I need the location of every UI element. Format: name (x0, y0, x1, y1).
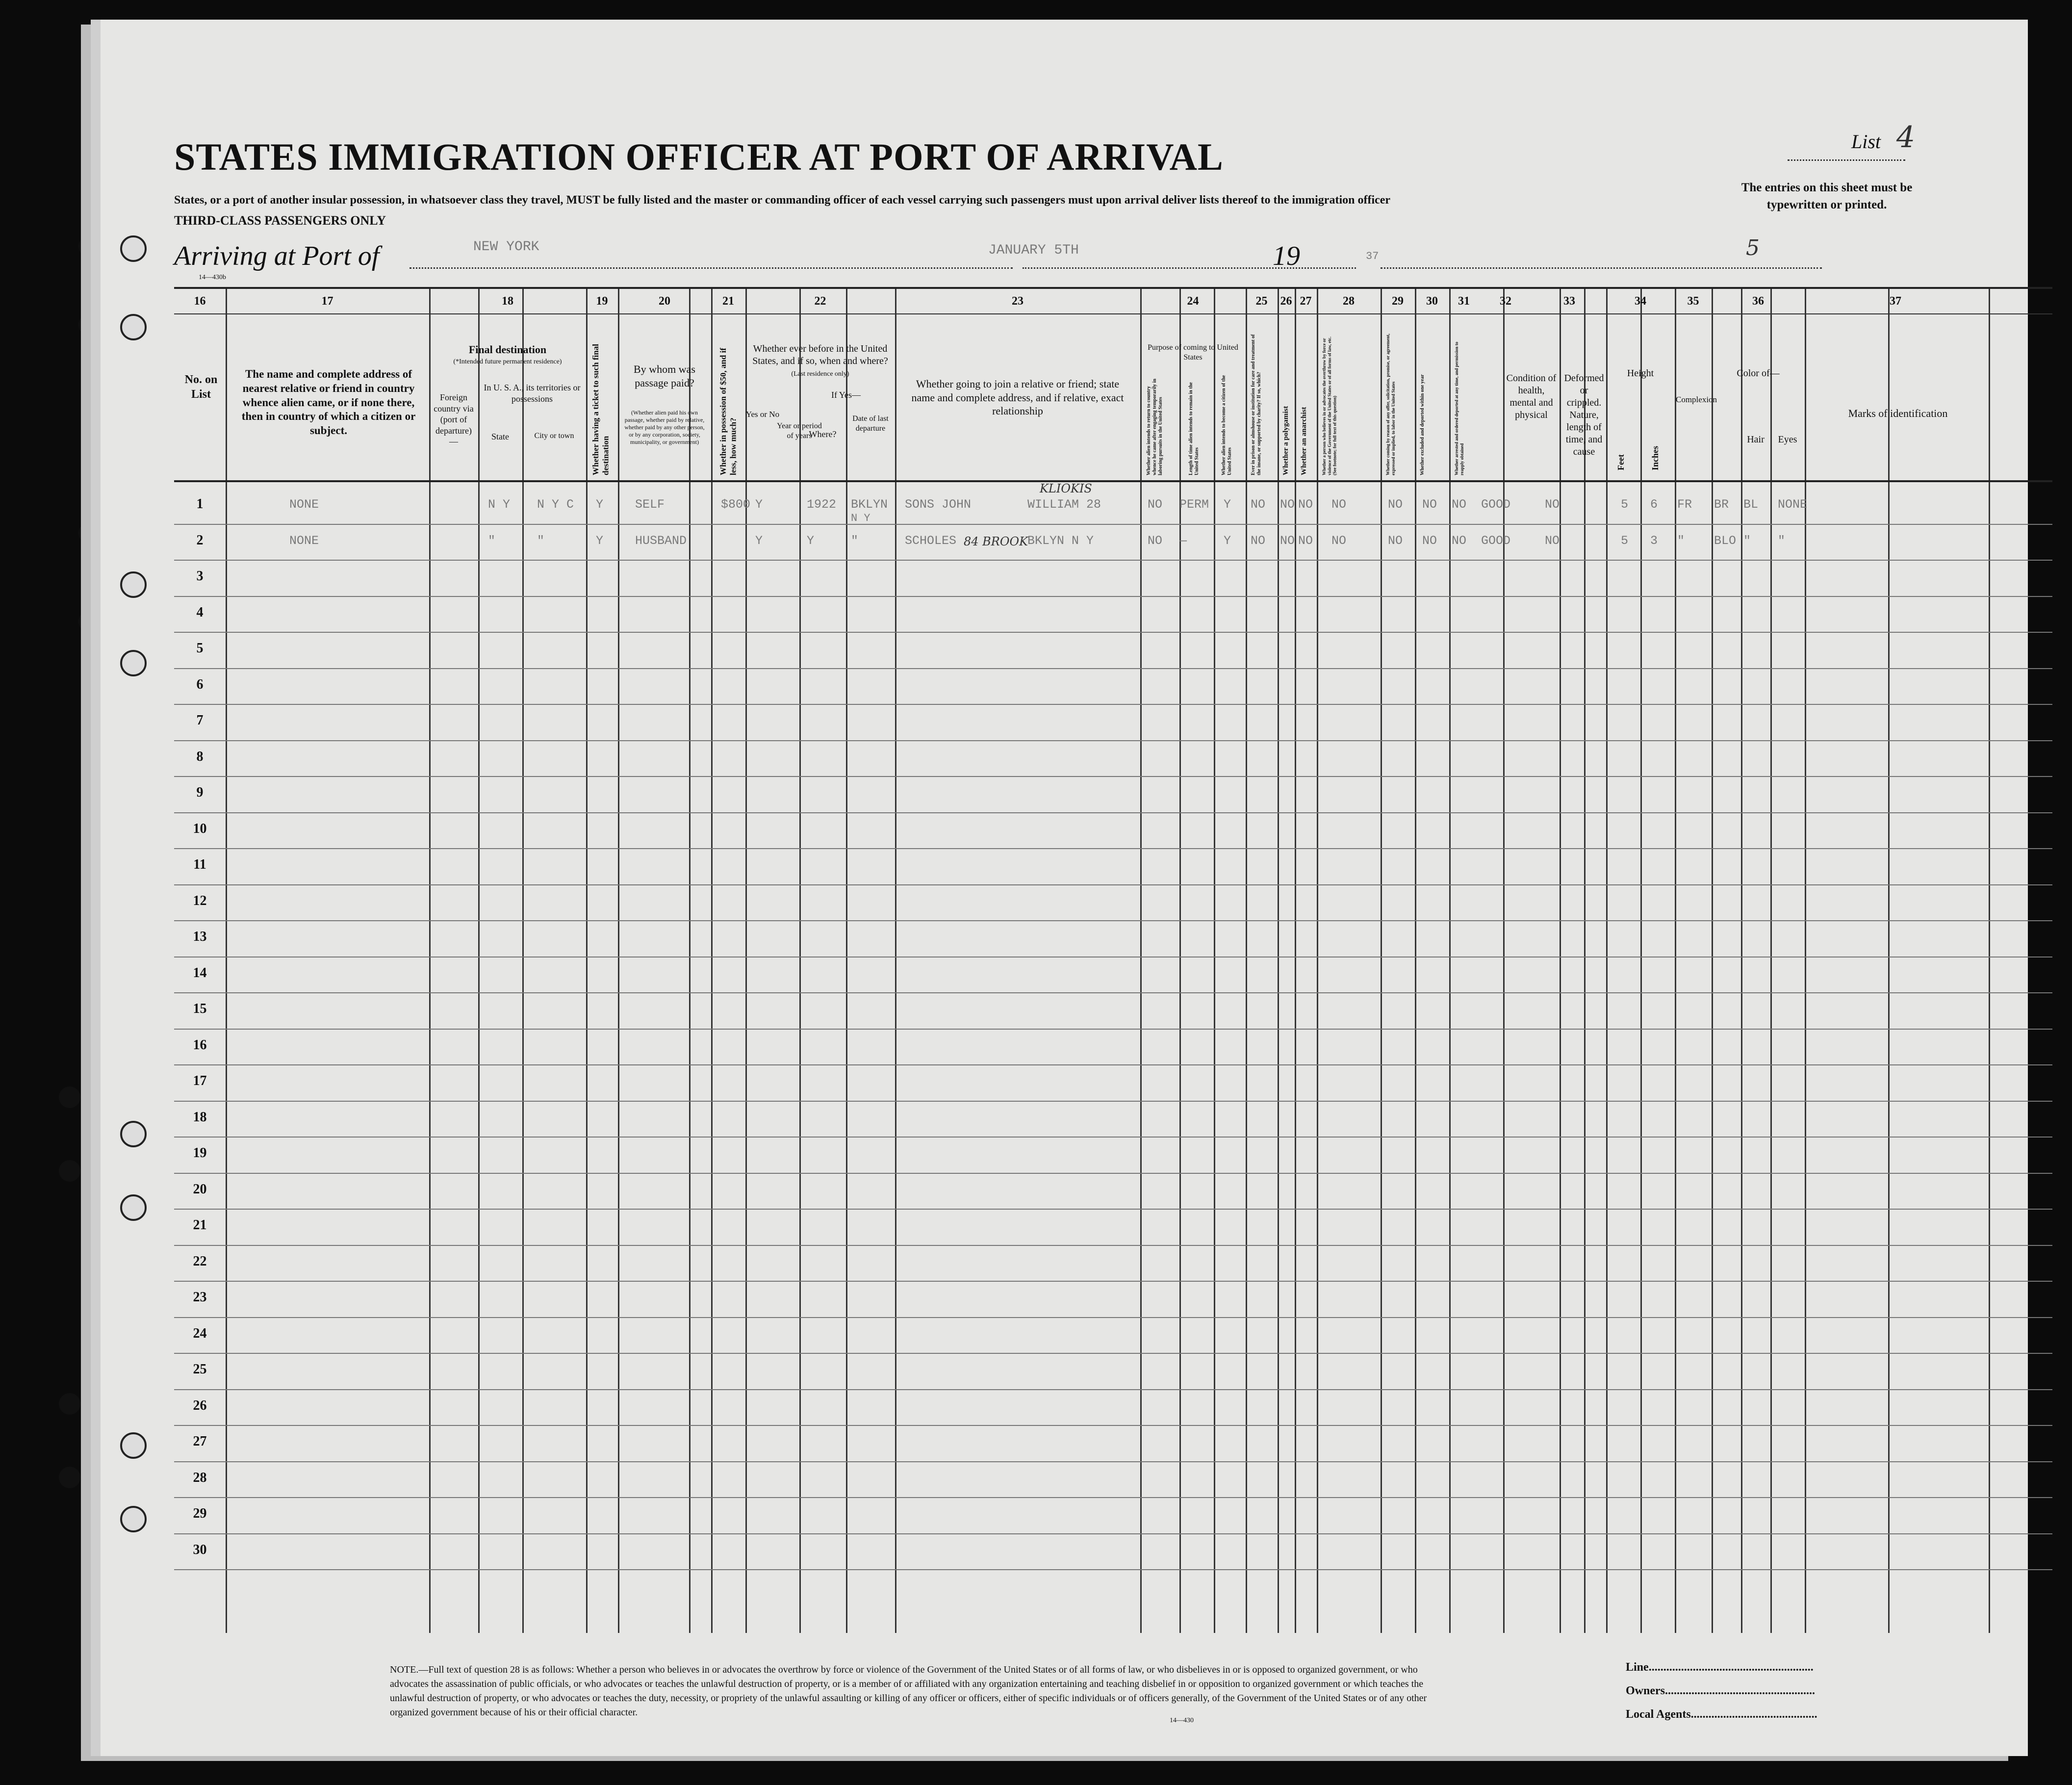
ticket-cell: Y (596, 497, 604, 512)
port-value: NEW YORK (473, 239, 539, 255)
q31-cell: NO (1452, 497, 1467, 512)
row-number: 27 (193, 1434, 207, 1449)
row-number: 11 (193, 857, 206, 872)
anarchist-cell: NO (1298, 497, 1313, 512)
q30-cell: NO (1422, 497, 1437, 512)
before-yesno-cell: Y (755, 533, 763, 548)
health-cell: GOOD (1481, 497, 1511, 512)
punch-ring (120, 1194, 147, 1221)
col22-yesno: Yes or No (745, 410, 780, 419)
feet-cell: 5 (1621, 497, 1629, 512)
col28-header: Whether a person who believes in or advocates the overthrow by force or violence of the Government of the United States or of all forms of law, etc. (See footnote; for full text of this question) (1322, 336, 1337, 475)
feet-cell: 5 (1621, 533, 1629, 548)
col-num-32: 32 (1500, 295, 1511, 308)
row-number: 30 (193, 1542, 207, 1557)
join-relative-cell-2: BKLYN N Y (1027, 533, 1094, 548)
punch-ring (120, 1506, 147, 1532)
row-number: 24 (193, 1325, 207, 1341)
q29-cell: NO (1388, 533, 1403, 548)
col26-header: Whether a polygamist (1282, 406, 1290, 475)
col-num-37: 37 (1890, 295, 1901, 308)
punch-ring (120, 1432, 147, 1459)
health-cell: GOOD (1481, 533, 1511, 548)
row-number: 28 (193, 1470, 207, 1485)
col18-sub: (*Intended future permanent residence) (453, 358, 562, 365)
relative-cell: NONE (289, 533, 319, 548)
before-where-cell: BKLYN (851, 497, 888, 512)
deformed-cell: NO (1545, 497, 1560, 512)
col-num-34: 34 (1635, 295, 1646, 308)
paid-by-cell: SELF (635, 497, 665, 512)
col-num-35: 35 (1687, 295, 1699, 308)
col32-header: Condition of health, mental and physical (1506, 373, 1557, 420)
col22-year: Year or period of years (777, 422, 822, 440)
length-stay-cell: — (1179, 533, 1187, 548)
row-number: 2 (196, 532, 204, 548)
deformed-cell: NO (1545, 533, 1560, 548)
year-prefix: 19 (1273, 241, 1300, 271)
col21-header: Whether in possession of $50, and if less, how much? (718, 348, 738, 475)
row-number: 5 (196, 641, 204, 656)
col18-city: City or town (534, 432, 574, 440)
handwritten-annotation: KLIOKIS (1040, 482, 1092, 495)
col22-ifyes: If Yes— (831, 390, 861, 400)
col29-header: Whether coming by reason of any offer, solicitation, promise, or agreement, expressed or implied, to labor in the United States (1385, 334, 1396, 475)
join-relative-cell: SONS JOHN (905, 497, 972, 512)
col17-header: The name and complete address of nearest relative or friend in country whence alien came, or if none there, then in country of which a citizen or subject. (241, 368, 416, 437)
footnote-question-28: NOTE.—Full text of question 28 is as follows: Whether a person who believes in or advocates the overthrow by force or violence of the Government of the United States or of all forms of law, or who disbelieves in or is opposed to organized government, or who advocates the assassination of public officials, or who advocates or teaches the unlawful destruction of property, or is a member of or affiliated with any organization entertaining and teaching disbelief in or opposition to organized government or which teaches the unlawful destruction of property, or who advocates or teaches the duty, necessity, or propriety of the unlawful assaulting or killing of any officer or officers, either of specific individuals or of officers generally, of the Government of the United States or of any other organized government because of his or their official character. (390, 1664, 1427, 1718)
punch-ring (120, 314, 147, 340)
col-num-21: 21 (722, 295, 734, 308)
col36-title: Color of— (1737, 368, 1780, 379)
binder-hole (59, 1467, 80, 1488)
date-value: JANUARY 5TH (988, 243, 1079, 258)
inches-cell: 6 (1650, 497, 1658, 512)
citizen-cell: Y (1224, 533, 1231, 548)
q28-cell: NO (1331, 533, 1347, 548)
before-year-cell: 1922 (807, 497, 837, 512)
row-number: 19 (193, 1145, 207, 1161)
before-where-cell: " (851, 533, 859, 548)
col18-title: Final destination (468, 343, 547, 356)
col24-title: Purpose of coming to United States (1148, 343, 1238, 362)
before-where-cell-2: N Y (851, 512, 870, 524)
col34-feet: Feet (1616, 454, 1626, 470)
punch-ring (120, 1121, 147, 1147)
q31-cell: NO (1452, 533, 1467, 548)
row-number: 18 (193, 1109, 207, 1125)
col36-eyes: Eyes (1778, 434, 1797, 445)
col22-title: Whether ever before in the United States, and if so, when and where? (752, 343, 888, 366)
state-cell: N Y (488, 497, 511, 512)
col18-foreign: Foreign country via (port of departure)— (434, 392, 474, 446)
state-cell: " (488, 533, 496, 548)
col25-header: Ever in prison or almshouse or institution for care and treatment of the insane, or supported by charity? If so, which? (1251, 334, 1262, 475)
col-num-22: 22 (814, 295, 826, 308)
col22-where: Where? (809, 429, 837, 439)
owners-label: Owners (1626, 1684, 1665, 1697)
eyes-cell: " (1743, 533, 1751, 548)
city-cell: N Y C (537, 497, 574, 512)
list-number: 4 (1896, 120, 1915, 155)
col24-a: Whether alien intends to return to country whence he came after engaging temporarily in laboring pursuits in the United States (1146, 379, 1163, 475)
punch-ring (120, 571, 147, 598)
col16-header: No. on List (184, 373, 218, 401)
return-cell: NO (1148, 497, 1163, 512)
row-number: 22 (193, 1253, 207, 1269)
line-label: Line (1626, 1661, 1649, 1674)
polygamist-cell: NO (1280, 533, 1295, 548)
ticket-cell: Y (596, 533, 604, 548)
line-owners-agents: Line........................................................ Owners................................................... Local Agents........................................... (1626, 1661, 1817, 1721)
instruction-line-2: THIRD-CLASS PASSENGERS ONLY (174, 213, 386, 228)
col22-date: Date of last departure (852, 414, 889, 433)
row-number: 25 (193, 1362, 207, 1377)
row-number: 8 (196, 749, 204, 764)
row-number: 21 (193, 1217, 207, 1233)
row-number: 3 (196, 569, 204, 584)
binder-hole (59, 1087, 80, 1108)
arriving-label: Arriving at Port of (174, 241, 380, 271)
binder-hole (78, 235, 100, 257)
col-num-19: 19 (596, 295, 608, 308)
binder-hole (78, 611, 100, 632)
paid-by-cell: HUSBAND (635, 533, 687, 548)
col-num-26: 26 (1280, 295, 1292, 308)
before-yesno-cell: Y (755, 497, 763, 512)
manifest-sheet (101, 20, 2028, 1756)
col24-c: Whether alien intends to become a citizen of the United States (1221, 375, 1232, 475)
binder-hole (59, 1160, 80, 1182)
citizen-cell: Y (1224, 497, 1231, 512)
punch-ring (120, 235, 147, 262)
row-number: 9 (196, 785, 204, 800)
punch-ring (120, 650, 147, 676)
col18-state: State (491, 432, 509, 441)
before-year-cell: Y (807, 533, 815, 548)
col33-header: Deformed or crippled. Nature, length of time, and cause (1564, 373, 1604, 457)
col27-header: Whether an anarchist (1300, 407, 1308, 475)
row-number: 12 (193, 893, 207, 908)
join-relative-cell: SCHOLES (905, 533, 957, 548)
marks-cell: " (1778, 533, 1786, 548)
year-suffix: 37 (1366, 250, 1379, 262)
prison-cell: NO (1251, 533, 1266, 548)
row-number: 14 (193, 965, 207, 981)
money-cell: $800 (721, 497, 751, 512)
col31-header: Whether arrested and ordered deported at any time, and permission to reapply obtained (1454, 341, 1464, 475)
binder-hole (78, 314, 100, 336)
col36-hair: Hair (1747, 434, 1765, 445)
col18-usa: In U. S. A., its territories or possessions (484, 383, 581, 404)
col-num-17: 17 (321, 295, 333, 308)
row-number: 15 (193, 1001, 207, 1016)
col-num-31: 31 (1458, 295, 1470, 308)
hair-cell: BLO (1714, 533, 1737, 548)
q30-cell: NO (1422, 533, 1437, 548)
binder-hole (78, 522, 100, 544)
col34-inches: Inches (1650, 445, 1660, 470)
col-num-24: 24 (1187, 295, 1199, 308)
marks-cell: NONE (1778, 497, 1808, 512)
row-number: 20 (193, 1181, 207, 1197)
row-number: 6 (196, 676, 204, 692)
col30-header: Whether excluded and deported within one year (1420, 374, 1425, 475)
eyes-cell: BL (1743, 497, 1759, 512)
join-relative-cell-2: WILLIAM 28 (1027, 497, 1101, 512)
form-code-top: 14—430b (199, 274, 226, 281)
col-num-28: 28 (1343, 295, 1355, 308)
col22-sub: (Last residence only) (791, 370, 849, 378)
complexion-cell: FR (1677, 497, 1692, 512)
col19-header: Whether having a ticket to such final destination (591, 344, 611, 475)
binder-hole (59, 1393, 80, 1415)
anarchist-cell: NO (1298, 533, 1313, 548)
city-cell: " (537, 533, 545, 548)
q29-cell: NO (1388, 497, 1403, 512)
row-number: 29 (193, 1506, 207, 1521)
col-num-23: 23 (1012, 295, 1023, 308)
col-num-36: 36 (1752, 295, 1764, 308)
col-num-33: 33 (1563, 295, 1575, 308)
col-num-29: 29 (1392, 295, 1404, 308)
col20-title: By whom was passage paid? (634, 363, 695, 389)
row-number: 7 (196, 713, 204, 728)
row-number: 10 (193, 821, 207, 836)
row-number: 13 (193, 929, 207, 944)
col20-sub: (Whether alien paid his own passage, whether paid by relative, whether paid by any other person, or by any corporation, society, municipality, or government) (624, 409, 705, 445)
col24-b: Length of time alien intends to remain in the United States (1188, 382, 1200, 475)
prison-cell: NO (1251, 497, 1266, 512)
length-stay-cell: PERM (1179, 497, 1209, 512)
local-agents-label: Local Agents (1626, 1708, 1691, 1721)
col-num-16: 16 (194, 295, 206, 308)
hair-cell: BR (1714, 497, 1729, 512)
col37-header: Marks of identification (1848, 407, 1948, 419)
row-number: 1 (196, 496, 204, 512)
handwritten-annotation: 84 BROOK (964, 534, 1028, 548)
col-num-27: 27 (1300, 295, 1312, 308)
manifest-table (174, 287, 2052, 1613)
col-num-30: 30 (1426, 295, 1438, 308)
inches-cell: 3 (1650, 533, 1658, 548)
relative-cell: NONE (289, 497, 319, 512)
q28-cell: NO (1331, 497, 1347, 512)
list-label: List (1851, 130, 1881, 153)
row-number: 17 (193, 1073, 207, 1088)
col34-title: Height (1627, 368, 1654, 379)
col-num-20: 20 (659, 295, 670, 308)
document-title: STATES IMMIGRATION OFFICER AT PORT OF ARRIVAL (174, 135, 1224, 178)
row-number: 16 (193, 1037, 207, 1053)
instruction-line-1: States, or a port of another insular possession, in whatsoever class they travel, MUST be fully listed and the master or commanding officer of each vessel carrying such passengers must upon arrival deliver lists thereof to the immigration officer (174, 194, 1391, 207)
form-code-bottom: 14—430 (1170, 1717, 1194, 1724)
corner-mark: 5 (1746, 235, 1760, 260)
row-number: 23 (193, 1290, 207, 1305)
polygamist-cell: NO (1280, 497, 1295, 512)
col35-header: Complexion (1676, 395, 1717, 404)
complexion-cell: " (1677, 533, 1685, 548)
col-num-25: 25 (1255, 295, 1268, 308)
row-number: 4 (196, 604, 204, 620)
col23-header: Whether going to join a relative or friend; state name and complete address, and if relative, exact relationship (911, 378, 1124, 417)
row-number: 26 (193, 1397, 207, 1413)
return-cell: NO (1148, 533, 1163, 548)
col-num-18: 18 (502, 295, 513, 308)
entries-note: The entries on this sheet must be typewritten or printed. (1741, 181, 1913, 211)
